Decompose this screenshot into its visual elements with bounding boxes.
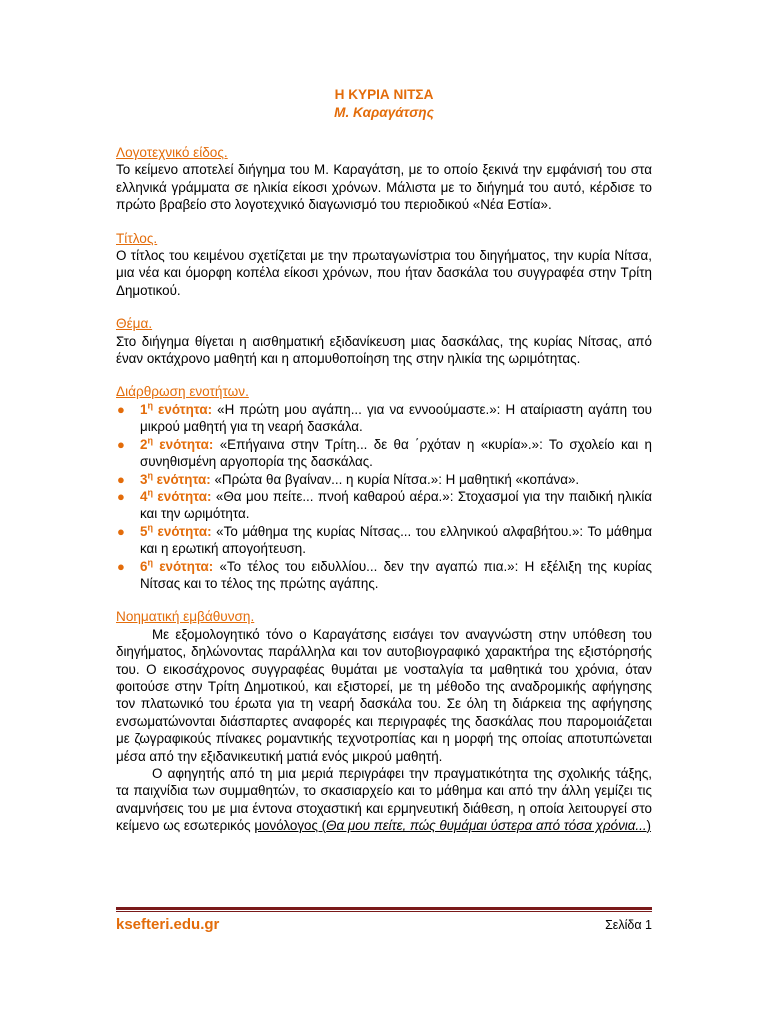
section-text: Το κείμενο αποτελεί διήγημα του Μ. Καραγάτση, με το οποίο ξεκινά την εμφάνισή του στα ελληνικά γράμματα σε ηλικία είκοσι χρόνων. Μάλιστα με το διήγημά του αυτό, κέρδισε το πρώτο βραβείο στο λογοτεχνικό διαγωνισμό του περιοδικού «Νέα Εστία».: [116, 162, 652, 213]
unit-sup: η: [147, 400, 153, 411]
document-author: Μ. Καραγάτσης: [334, 105, 434, 120]
list-item: [116, 471, 652, 488]
section-heading: Νοηματική εμβάθυνση.: [116, 609, 255, 625]
unit-text: «Το τέλος του ειδυλλίου... δεν την αγαπώ πια.»: Η εξέλιξη της κυρίας Νίτσας και το τέλος της πρώτης αγάπης.: [140, 558, 652, 591]
footer-site-link[interactable]: ksefteri.edu.gr: [116, 916, 220, 933]
footer-rule-thin: [116, 911, 652, 912]
unit-number: 5: [140, 523, 148, 539]
unit-label: [140, 472, 211, 487]
insight-paragraph-1: Με εξομολογητικό τόνο ο Καραγάτσης εισάγει τον αναγνώστη στην υπόθεση του διηγήματος, δηλώνοντας παράλληλα και τον αυτοβιογραφικό χαρακτήρα της εξιστόρησής του. Ο εικοσάχρονος συγγραφέας θυμάται με νοσταλγία τα μαθητικά του χρόνια, όταν φοιτούσε στην Τρίτη Δημοτικού, και εξιστορεί, με τη μέθοδο της αναδρομικής αφήγησης τον πλατωνικό του έρωτα για τη νεαρή δασκάλα του. Σε όλη τη διάρκεια της αφήγησης ενσωματώνονται διάσπαρτες αναφορές και περιγραφές της δασκάλας που παρομοιάζεται με ζωγραφικούς πίνακες ρομαντικής τεχνοτροπίας και η μορφή της οποίας αποτυπώνεται μέσα από την εξιδανικευτική ματιά ενός μικρού μαθητή.: [116, 626, 652, 764]
unit-label: [140, 524, 212, 539]
list-item: [116, 436, 652, 471]
insight-paragraph-2: [116, 765, 652, 835]
unit-label: [140, 437, 213, 452]
bullet-icon: ●: [117, 558, 125, 574]
unit-word: ενότητα:: [152, 558, 214, 574]
section-title: [116, 230, 652, 300]
document-title: Η ΚΥΡΙΑ ΝΙΤΣΑ: [334, 87, 434, 102]
unit-text: «Το μάθημα της κυρίας Νίτσας... του ελληνικού αλφαβήτου.»: Το μάθημα και η ερωτική απογοήτευση.: [140, 523, 653, 557]
unit-sup: η: [147, 470, 153, 481]
section-heading: Τίτλος.: [116, 230, 158, 246]
unit-sup: η: [147, 557, 153, 568]
section-insight: [116, 608, 652, 834]
section-text: Ο τίτλος του κειμένου σχετίζεται με την πρωταγωνίστρια του διηγήματος, την κυρία Νίτσα, μια νέα και όμορφη κοπέλα είκοσι χρόνων, που ήταν δασκάλα του συγγραφέα στην Τρίτη Δημοτικού.: [116, 248, 652, 298]
unit-number: 2: [140, 436, 148, 452]
section-text: Στο διήγημα θίγεται η αισθηματική εξιδανίκευση μιας δασκάλας, της κυρίας Νίτσας, από έναν οκτάχρονο μαθητή και η απομυθοποίηση της στην ηλικία της ωριμότητας.: [116, 333, 652, 367]
unit-number: 3: [140, 471, 148, 487]
document-page: [116, 86, 652, 851]
section-heading: Διάρθρωση ενοτήτων.: [116, 384, 249, 400]
bullet-icon: ●: [117, 523, 125, 539]
unit-word: ενότητα:: [152, 401, 213, 417]
unit-sup: η: [147, 487, 153, 498]
bullet-icon: ●: [117, 471, 125, 487]
unit-text: «Πρώτα θα βγαίναν... η κυρία Νίτσα.»: Η μαθητική «κοπάνα».: [210, 471, 580, 487]
last-line-start: μονόλογος (: [254, 818, 327, 834]
unit-label: [140, 402, 212, 417]
unit-word: ενότητα:: [152, 488, 212, 504]
unit-list: [116, 401, 652, 592]
section-heading: Λογοτεχνικό είδος.: [116, 145, 228, 160]
unit-word: ενότητα:: [152, 436, 214, 452]
unit-text: «Θα μου πείτε... πνοή καθαρού αέρα.»: Στοχασμοί για την παιδική ηλικία και την ωριμότητα.: [140, 488, 653, 522]
bullet-icon: ●: [117, 436, 125, 452]
unit-label: [140, 559, 213, 574]
unit-number: 4: [140, 488, 148, 504]
unit-number: 6: [140, 558, 148, 574]
unit-sup: η: [147, 435, 153, 446]
section-heading: Θέμα.: [116, 316, 153, 332]
bullet-icon: ●: [117, 401, 125, 417]
unit-word: ενότητα:: [152, 523, 212, 539]
unit-text: «Επήγαινα στην Τρίτη... δε θα ΄ρχόταν η «κυρία».»: Το σχολείο και η συνηθισμένη αργοπορία της δασκάλας.: [140, 436, 652, 470]
unit-word: ενότητα:: [152, 471, 211, 487]
section-theme: [116, 315, 652, 367]
footer-page-number: Σελίδα 1: [605, 918, 652, 932]
bullet-icon: ●: [117, 488, 125, 504]
list-item: [116, 523, 652, 558]
list-item: [116, 558, 652, 593]
section-structure: [116, 383, 652, 592]
insight-last-line: [254, 818, 651, 833]
last-line-quote: Θα μου πείτε, πώς θυμάμαι ύστερα από τόσα χρόνια...: [326, 818, 647, 834]
section-genre: [116, 144, 652, 214]
list-item: [116, 401, 652, 436]
insight-paragraph-2-text: Ο αφηγητής από τη μια μεριά περιγράφει την πραγματικότητα της σχολικής τάξης, τα παιχνίδια των συμμαθητών, το σκασιαρχείο και το μάθημα και από την άλλη γεμίζει τις αναμνήσεις του με μια έντονα στοχαστική και ερμηνευτική διάθεση, η οποία λειτουργεί στο κείμενο ως εσωτερικός: [116, 766, 652, 834]
unit-number: 1: [140, 401, 148, 417]
footer-rule-thick: [116, 907, 652, 910]
unit-label: [140, 489, 211, 504]
unit-sup: η: [147, 522, 153, 533]
list-item: [116, 488, 652, 523]
unit-text: «Η πρώτη μου αγάπη... για να εννοούμαστε.»: Η αταίριαστη αγάπη του μικρού μαθητή για τη νεαρή δασκάλα.: [140, 401, 652, 435]
last-line-end: ): [646, 818, 652, 834]
